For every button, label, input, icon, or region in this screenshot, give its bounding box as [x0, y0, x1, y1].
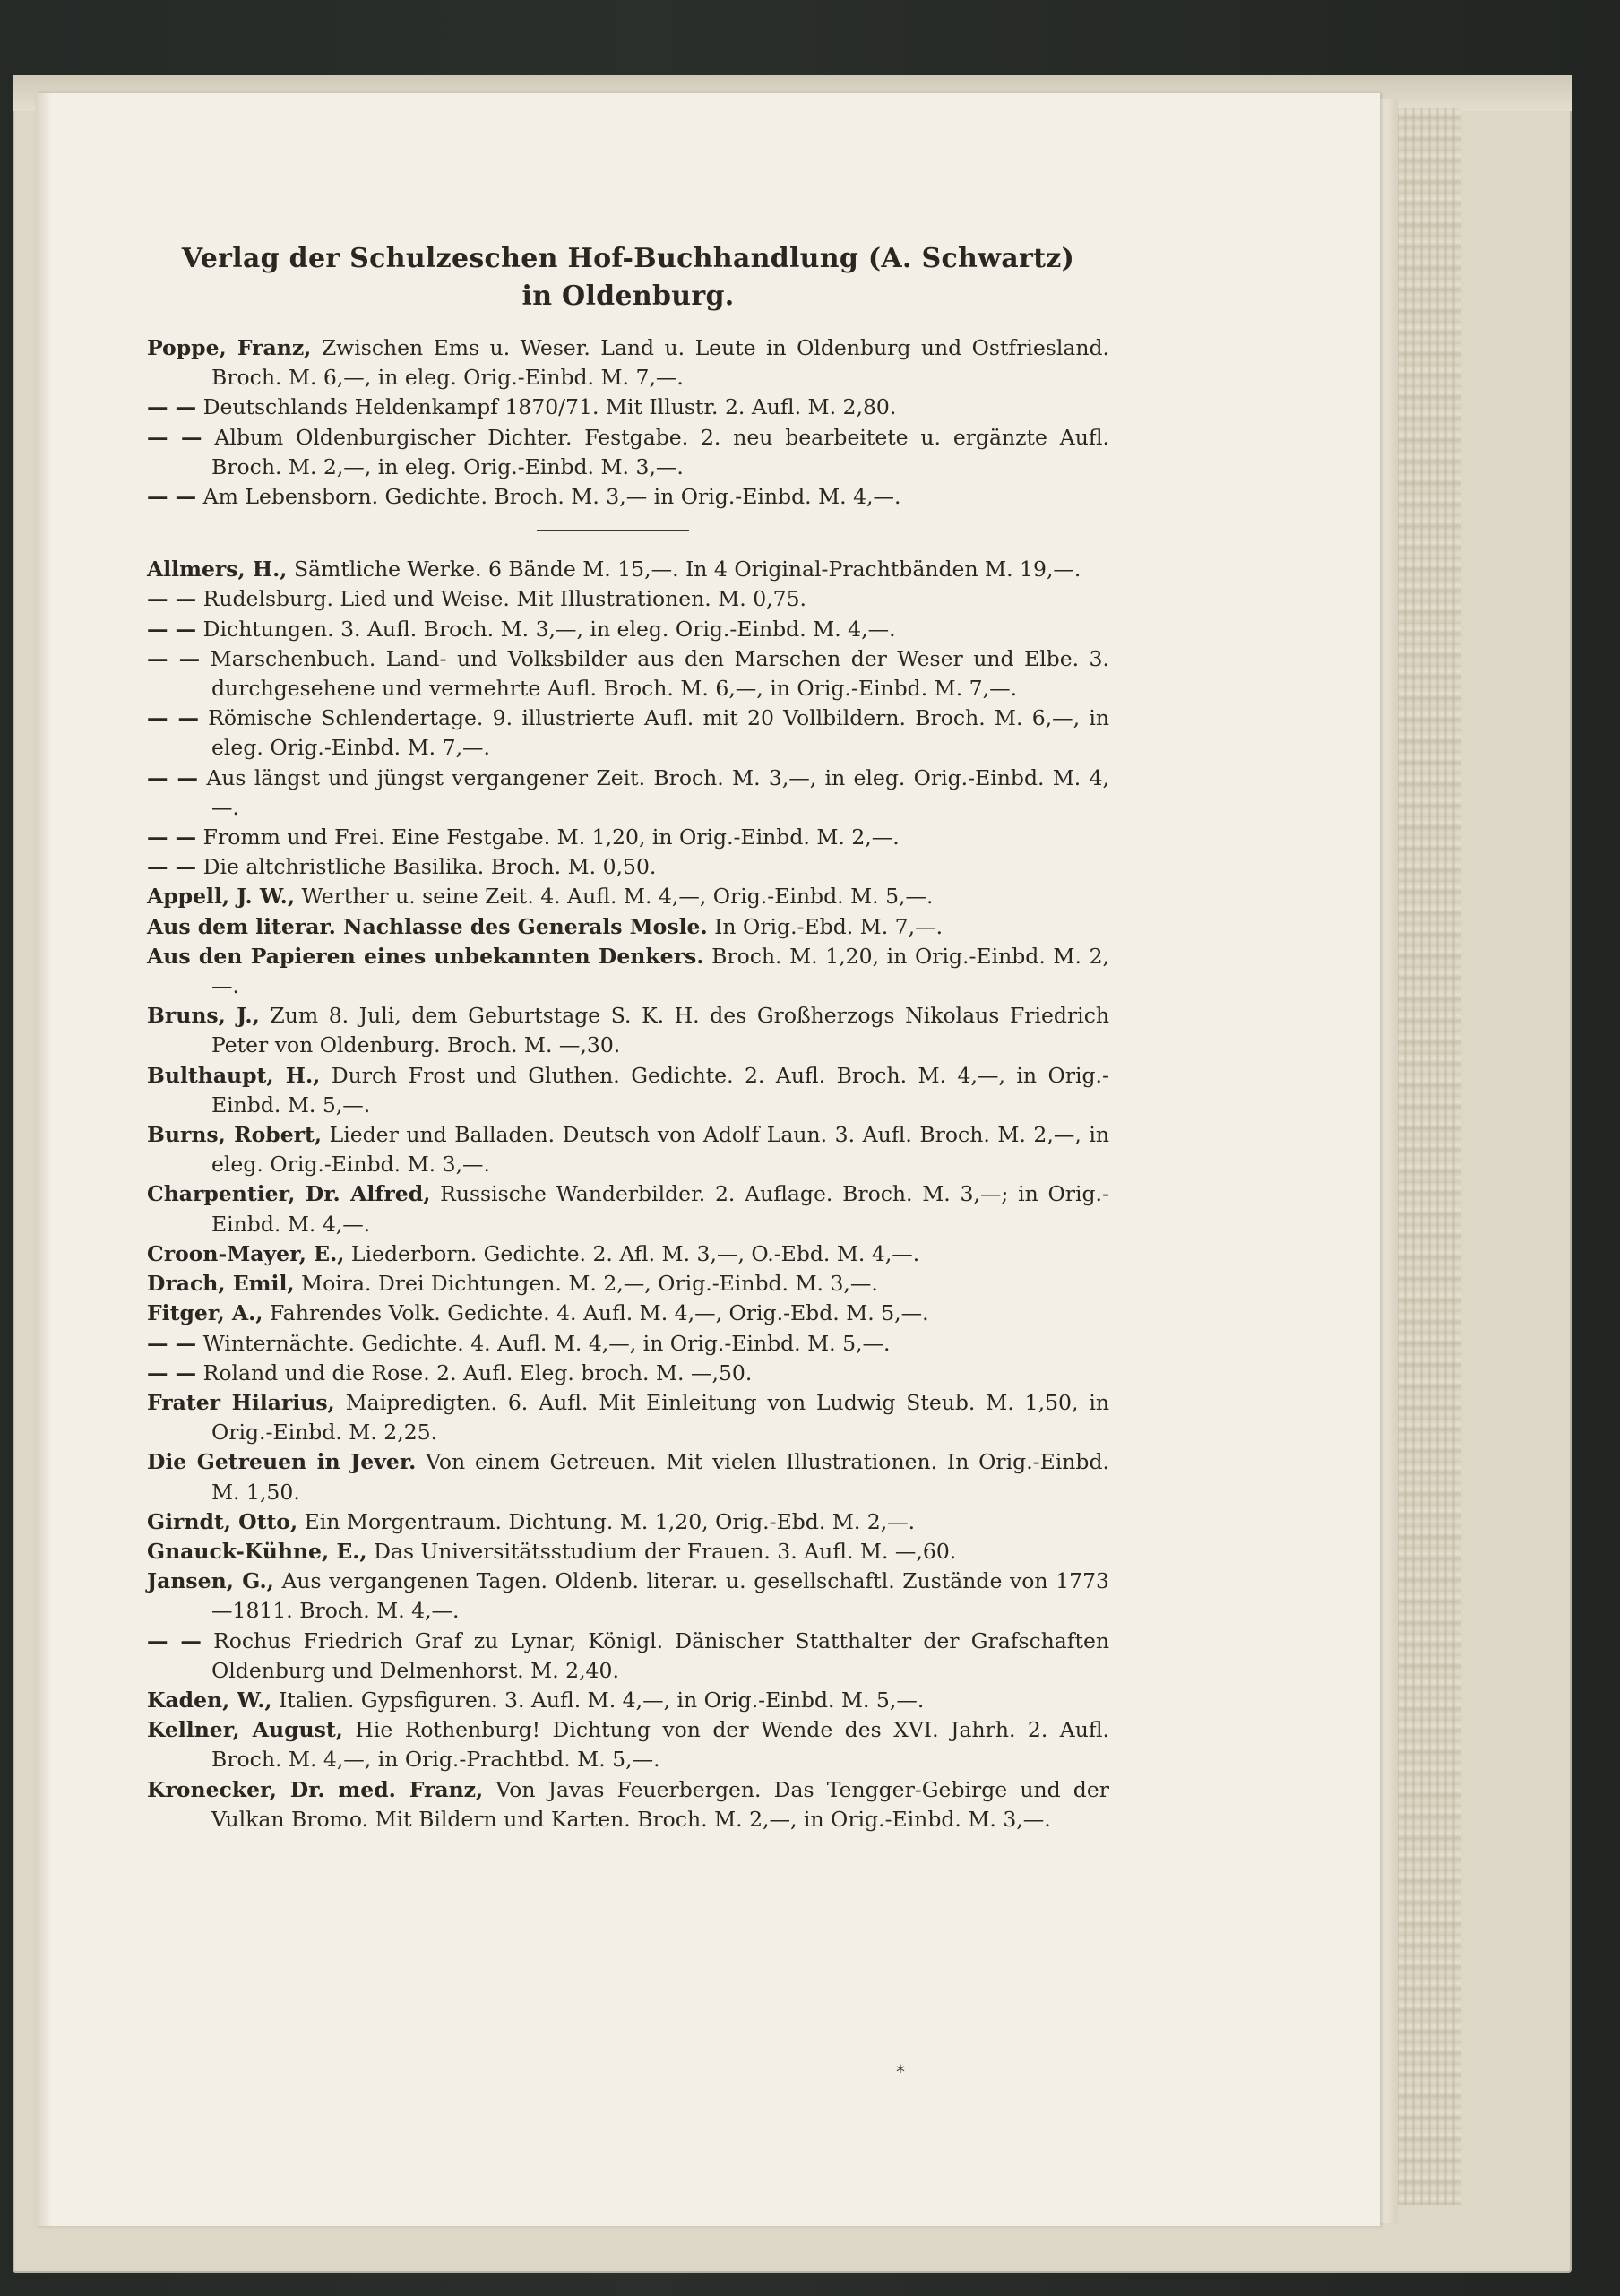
- catalog-entry: [147, 615, 1109, 644]
- catalog-entry: [147, 1001, 1109, 1060]
- entry-description: Werther u. seine Zeit. 4. Aufl. M. 4,—, Orig.-Einbd. M. 5,—.: [301, 884, 934, 910]
- entry-description: Broch. M. 1,20, in Orig.-Einbd. M. 2,—.: [211, 943, 1109, 999]
- entry-description: Italien. Gypsfiguren. 3. Aufl. M. 4,—, in Orig.-Einbd. M. 5,—.: [279, 1687, 925, 1713]
- entry-author: — —: [147, 424, 202, 450]
- entry-author: — —: [147, 616, 197, 642]
- catalog-entry: [147, 823, 1109, 852]
- entry-description: Album Oldenburgischer Dichter. Festgabe. 2. neu bearbeitete u. ergänzte Aufl. Broch. M. 2,—, in eleg. Orig.-Einbd. M. 3,—.: [211, 424, 1109, 479]
- catalog-list-main: [147, 555, 1109, 1834]
- entry-description: Maipredigten. 6. Aufl. Mit Einleitung von Ludwig Steub. M. 1,50, in Orig.-Einbd. M. 2,25.: [211, 1389, 1109, 1446]
- entry-author: — —: [147, 1330, 197, 1356]
- publisher-header-line1: Verlag der Schulzeschen Hof-Buchhandlung (A. Schwartz): [181, 243, 1075, 274]
- entry-author: Kronecker, Dr. med. Franz,: [147, 1776, 484, 1802]
- catalog-entry: [147, 1507, 1109, 1537]
- decorative-endpaper-strip: [1396, 108, 1461, 2205]
- entry-description: Rochus Friedrich Graf zu Lynar, Königl. Dänischer Statthalter der Grafschaften Oldenburg und Delmenhorst. M. 2,40.: [211, 1627, 1109, 1683]
- entry-author: — —: [147, 705, 199, 731]
- entry-author: — —: [147, 645, 201, 671]
- entry-author: — —: [147, 824, 197, 850]
- entry-author: Allmers, H.,: [147, 557, 288, 583]
- entry-description: Roland und die Rose. 2. Aufl. Eleg. broch. M. —,50.: [202, 1359, 753, 1385]
- entry-description: Fromm und Frei. Eine Festgabe. M. 1,20, in Orig.-Einbd. M. 2,—.: [202, 824, 900, 850]
- catalog-entry: [147, 852, 1109, 882]
- catalog-entry: [147, 393, 1109, 422]
- page-text-block: [147, 240, 1109, 1834]
- entry-description: In Orig.-Ebd. M. 7,—.: [714, 913, 944, 939]
- entry-description: Aus vergangenen Tagen. Oldenb. literar. u. gesellschaftl. Zustände von 1773—1811. Broch. M. 4,—.: [211, 1568, 1109, 1624]
- entry-description: Zum 8. Juli, dem Geburtstage S. K. H. des Großherzogs Nikolaus Friedrich Peter von Oldenburg. Broch. M. —,30.: [211, 1003, 1109, 1058]
- catalog-entry: [147, 423, 1109, 482]
- entry-author: Poppe, Franz,: [147, 335, 312, 360]
- catalog-entry: [147, 703, 1109, 763]
- entry-description: Dichtungen. 3. Aufl. Broch. M. 3,—, in eleg. Orig.-Einbd. M. 4,—.: [202, 616, 896, 642]
- entry-description: Liederborn. Gedichte. 2. Afl. M. 3,—, O.-Ebd. M. 4,—.: [350, 1240, 920, 1266]
- catalog-entry: [147, 555, 1109, 584]
- entry-author: Croon-Mayer, E.,: [147, 1240, 345, 1266]
- entry-description: Aus längst und jüngst vergangener Zeit. Broch. M. 3,—, in eleg. Orig.-Einbd. M. 4,—.: [206, 764, 1109, 820]
- entry-author: — —: [147, 394, 197, 420]
- publisher-header-line2: in Oldenburg.: [521, 281, 735, 312]
- catalog-entry: [147, 1715, 1109, 1774]
- catalog-entry: [147, 584, 1109, 614]
- entry-description: Sämtliche Werke. 6 Bände M. 15,—. In 4 Original-Prachtbänden M. 19,—.: [293, 557, 1081, 583]
- catalog-entry: [147, 1359, 1109, 1388]
- catalog-entry: [147, 764, 1109, 823]
- entry-description: Am Lebensborn. Gedichte. Broch. M. 3,— in Orig.-Einbd. M. 4,—.: [202, 484, 901, 510]
- entry-author: Aus den Papieren eines unbekannten Denkers.: [147, 943, 704, 969]
- catalog-list-poppe: [147, 333, 1109, 512]
- catalog-entry: [147, 1388, 1109, 1447]
- entry-description: Deutschlands Heldenkampf 1870/71. Mit Illustr. 2. Aufl. M. 2,80.: [202, 394, 897, 420]
- entry-author: Kellner, August,: [147, 1717, 343, 1743]
- entry-description: Moira. Drei Dichtungen. M. 2,—, Orig.-Einbd. M. 3,—.: [301, 1271, 878, 1297]
- entry-description: Durch Frost und Gluthen. Gedichte. 2. Aufl. Broch. M. 4,—, in Orig.-Einbd. M. 5,—.: [211, 1062, 1109, 1118]
- footer-asterisk: *: [896, 2061, 905, 2083]
- catalog-entry: [147, 333, 1109, 393]
- catalog-entry: [147, 1239, 1109, 1269]
- entry-author: Aus dem literar. Nachlasse des Generals Mosle.: [147, 913, 708, 939]
- catalog-entry: [147, 1537, 1109, 1567]
- catalog-entry: [147, 1775, 1109, 1834]
- entry-author: Jansen, G.,: [147, 1568, 274, 1594]
- catalog-entry: [147, 1627, 1109, 1686]
- catalog-entry: [147, 1120, 1109, 1179]
- entry-description: Von Javas Feuerbergen. Das Tengger-Gebirge und der Vulkan Bromo. Mit Bildern und Karten. Broch. M. 2,—, in Orig.-Einbd. M. 3,—.: [211, 1776, 1109, 1832]
- catalog-entry: [147, 1686, 1109, 1715]
- catalog-entry: [147, 1061, 1109, 1120]
- entry-description: Römische Schlendertage. 9. illustrierte Aufl. mit 20 Vollbildern. Broch. M. 6,—, in eleg. Orig.-Einbd. M. 7,—.: [208, 705, 1109, 761]
- entry-description: Russische Wanderbilder. 2. Auflage. Broch. M. 3,—; in Orig.-Einbd. M. 4,—.: [211, 1181, 1109, 1237]
- catalog-entry: [147, 1567, 1109, 1626]
- entry-author: Bruns, J.,: [147, 1003, 260, 1029]
- entry-author: Girndt, Otto,: [147, 1508, 298, 1534]
- entry-description: Fahrendes Volk. Gedichte. 4. Aufl. M. 4,—, Orig.-Ebd. M. 5,—.: [269, 1300, 929, 1326]
- section-divider-rule: [537, 530, 689, 531]
- entry-author: Appell, J. W.,: [147, 884, 296, 910]
- entry-description: Winternächte. Gedichte. 4. Aufl. M. 4,—, in Orig.-Einbd. M. 5,—.: [202, 1330, 891, 1356]
- entry-description: Ein Morgentraum. Dichtung. M. 1,20, Orig.-Ebd. M. 2,—.: [304, 1508, 916, 1534]
- entry-author: Bulthaupt, H.,: [147, 1062, 321, 1088]
- entry-author: — —: [147, 764, 199, 790]
- publisher-header: [147, 240, 1109, 315]
- entry-description: Rudelsburg. Lied und Weise. Mit Illustrationen. M. 0,75.: [202, 586, 807, 612]
- entry-author: Gnauck-Kühne, E.,: [147, 1538, 367, 1564]
- catalog-entry: [147, 882, 1109, 911]
- catalog-entry: [147, 1269, 1109, 1299]
- entry-author: Die Getreuen in Jever.: [147, 1449, 417, 1475]
- entry-author: — —: [147, 586, 197, 612]
- entry-author: Kaden, W.,: [147, 1687, 272, 1713]
- entry-author: — —: [147, 1627, 202, 1653]
- entry-author: Frater Hilarius,: [147, 1389, 335, 1415]
- entry-author: Drach, Emil,: [147, 1271, 295, 1297]
- entry-description: Die altchristliche Basilika. Broch. M. 0,50.: [202, 854, 657, 880]
- entry-description: Von einem Getreuen. Mit vielen Illustrationen. In Orig.-Einbd. M. 1,50.: [211, 1449, 1109, 1505]
- entry-description: Lieder und Balladen. Deutsch von Adolf Laun. 3. Aufl. Broch. M. 2,—, in eleg. Orig.-Einbd. M. 3,—.: [211, 1122, 1109, 1178]
- entry-author: — —: [147, 484, 197, 510]
- catalog-entry: [147, 1329, 1109, 1359]
- entry-description: Marschenbuch. Land- und Volksbilder aus den Marschen der Weser und Elbe. 3. durchgesehene und vermehrte Aufl. Broch. M. 6,—, in Orig.-Einbd. M. 7,—.: [210, 645, 1109, 702]
- catalog-entry: [147, 644, 1109, 703]
- entry-author: Charpentier, Dr. Alfred,: [147, 1181, 431, 1207]
- entry-author: — —: [147, 1359, 197, 1385]
- catalog-entry: [147, 912, 1109, 942]
- catalog-entry: [147, 1447, 1109, 1506]
- catalog-entry: [147, 1179, 1109, 1239]
- catalog-entry: [147, 942, 1109, 1001]
- page-gutter-shadow: [36, 93, 52, 2226]
- entry-author: Burns, Robert,: [147, 1122, 323, 1148]
- catalog-entry: [147, 482, 1109, 512]
- entry-description: Das Universitätsstudium der Frauen. 3. Aufl. M. —,60.: [374, 1538, 957, 1564]
- entry-author: — —: [147, 854, 197, 880]
- entry-author: Fitger, A.,: [147, 1300, 263, 1326]
- entry-description: Zwischen Ems u. Weser. Land u. Leute in Oldenburg und Ostfriesland. Broch. M. 6,—, in eleg. Orig.-Einbd. M. 7,—.: [211, 335, 1109, 391]
- catalog-entry: [147, 1299, 1109, 1328]
- entry-description: Hie Rothenburg! Dichtung von der Wende des XVI. Jahrh. 2. Aufl. Broch. M. 4,—, in Orig.-Prachtbd. M. 5,—.: [211, 1717, 1109, 1773]
